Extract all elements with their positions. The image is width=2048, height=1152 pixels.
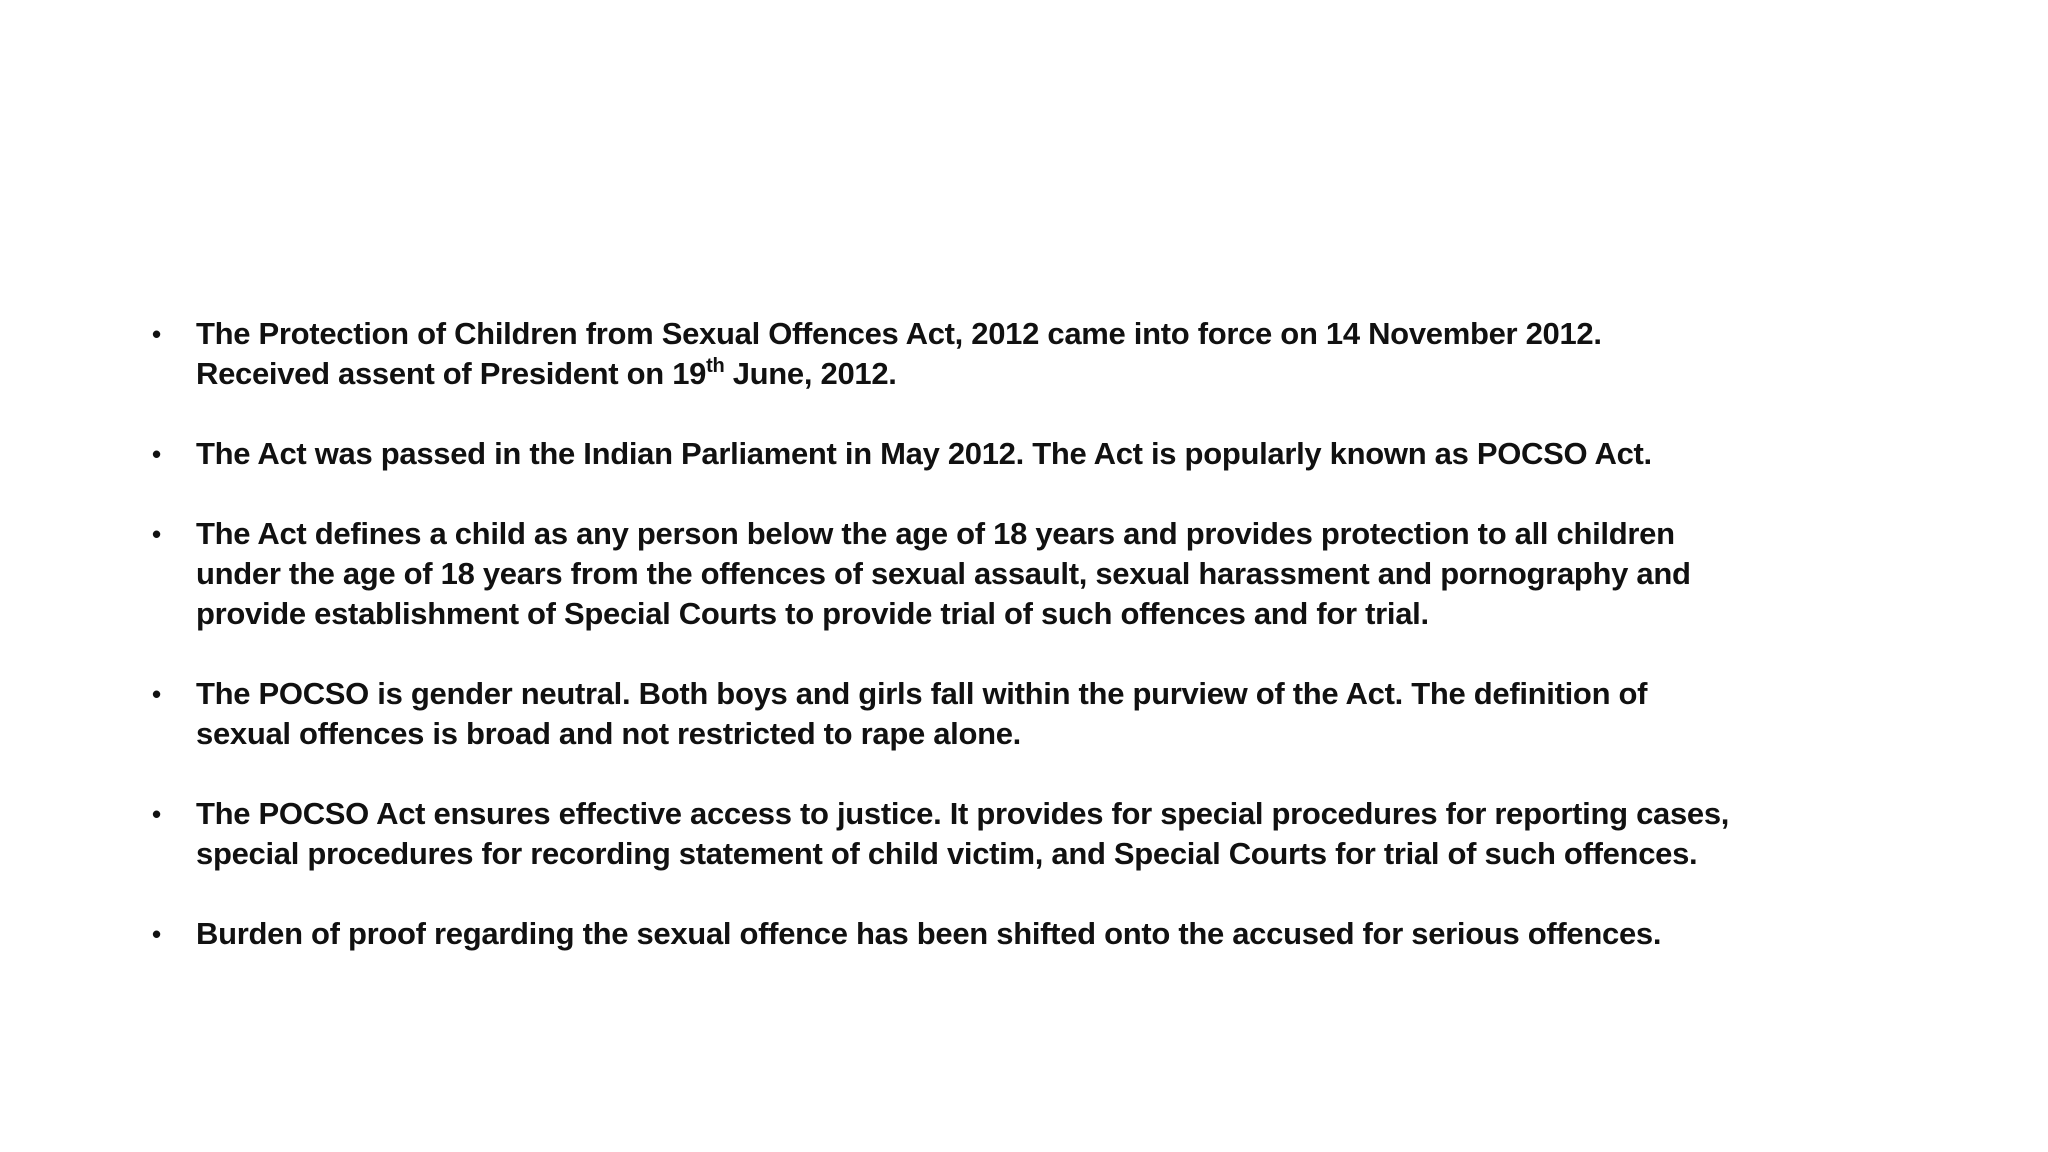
bullet-item-parliament	[152, 434, 1892, 474]
bullet-icon: •	[152, 519, 161, 549]
bullet-item-access-to-justice	[152, 794, 1892, 874]
bullet-icon: •	[152, 799, 161, 829]
bullet-text-line: special procedures for recording statement of child victim, and Special Courts for trial of such offences.	[196, 836, 1698, 871]
bullet-text-line: The POCSO Act ensures effective access to justice. It provides for special procedures for reporting cases,	[196, 796, 1730, 831]
bullet-text-line: The Act defines a child as any person below the age of 18 years and provides protection to all children	[196, 516, 1675, 551]
bullet-item-burden-of-proof	[152, 914, 1892, 954]
bullet-text-line	[196, 354, 1892, 394]
bullet-item-child-definition	[152, 514, 1892, 634]
bullet-text-line: under the age of 18 years from the offences of sexual assault, sexual harassment and pornography and	[196, 556, 1691, 591]
bullet-text-fragment: June, 2012.	[724, 356, 897, 391]
bullet-icon: •	[152, 919, 161, 949]
bullet-text-line: The Act was passed in the Indian Parliament in May 2012. The Act is popularly known as POCSO Act.	[196, 436, 1652, 471]
bullet-text-line: The POCSO is gender neutral. Both boys and girls fall within the purview of the Act. The definition of	[196, 676, 1648, 711]
bullet-text-line: provide establishment of Special Courts to provide trial of such offences and for trial.	[196, 596, 1429, 631]
bullet-text-fragment: Received assent of President on 19	[196, 356, 707, 391]
bullet-item-gender-neutral	[152, 674, 1892, 754]
bullet-text-line: The Protection of Children from Sexual Offences Act, 2012 came into force on 14 November 2012.	[196, 316, 1602, 351]
bullet-text-line: sexual offences is broad and not restricted to rape alone.	[196, 716, 1021, 751]
superscript-text: th	[706, 355, 725, 377]
bullet-icon: •	[152, 439, 161, 469]
bullet-item-enforcement	[152, 314, 1892, 394]
bullet-icon: •	[152, 679, 161, 709]
bullet-text-line: Burden of proof regarding the sexual offence has been shifted onto the accused for serious offences.	[196, 916, 1662, 951]
bullet-list	[152, 314, 1892, 954]
bullet-icon: •	[152, 319, 161, 349]
